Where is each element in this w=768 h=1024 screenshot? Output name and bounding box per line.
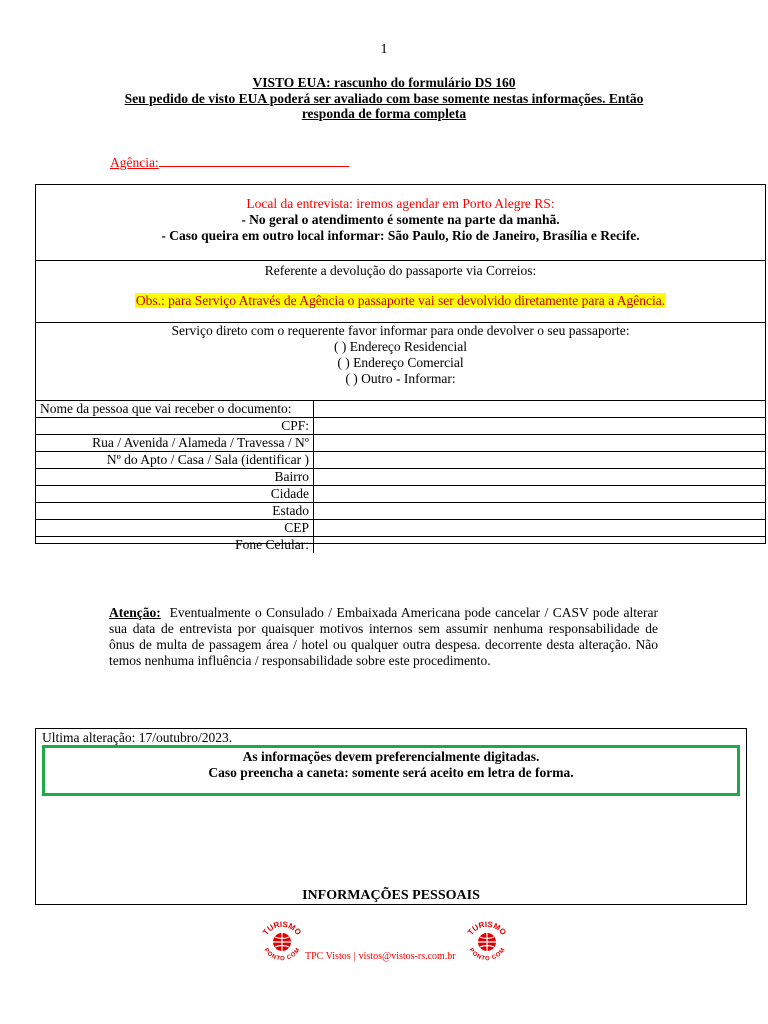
- field-input-cep[interactable]: [314, 520, 766, 537]
- attention-paragraph: [109, 605, 658, 669]
- passport-return-form: [35, 184, 766, 552]
- document-title: VISTO EUA: rascunho do formulário DS 160: [252, 75, 516, 90]
- interview-note-other-cities: - Caso queira em outro local informar: São Paulo, Rio de Janeiro, Brasília e Recife.: [161, 228, 640, 243]
- table-row: [36, 401, 765, 418]
- agency-field: [110, 153, 349, 171]
- field-label-cpf: CPF:: [36, 418, 314, 435]
- instruction-line-2: Caso preencha a caneta: somente será aceito em letra de forma.: [208, 765, 574, 780]
- address-fields-table: [36, 400, 765, 553]
- option-other[interactable]: ( ) Outro - Informar:: [345, 371, 456, 386]
- field-input-recipient[interactable]: [314, 401, 766, 418]
- field-label-city: Cidade: [36, 486, 314, 503]
- turismo-logo-icon: [460, 918, 514, 968]
- field-label-state: Estado: [36, 503, 314, 520]
- logo-text-bottom-right: PONTO COM: [467, 947, 507, 963]
- document-subtitle-line2: responda de forma completa: [301, 106, 467, 121]
- footer-brand: TPC Vistos: [305, 951, 351, 962]
- attention-text: Eventualmente o Consulado / Embaixada Americana pode cancelar / CASV pode alterar sua data de entrevista por quaisquer motivos internos sem assumir nenhuma responsabilidade de ônus de multa de passagem área / hotel ou qualquer outra despesa. decorrente desta alteração. Não temos nenhuma influência / responsabilidade sobre este procedimento.: [109, 605, 659, 668]
- agency-input-line[interactable]: [159, 153, 349, 167]
- field-input-neighborhood[interactable]: [314, 469, 766, 486]
- direct-intro: Serviço direto com o requerente favor informar para onde devolver o seu passaporte:: [171, 323, 630, 338]
- footer-email-link[interactable]: vistos@vistos-rs.com.br: [358, 951, 456, 962]
- field-label-neighborhood: Bairro: [36, 469, 314, 486]
- field-input-apartment[interactable]: [314, 452, 766, 469]
- table-row: [36, 469, 765, 486]
- field-input-cpf[interactable]: [314, 418, 766, 435]
- field-label-recipient: Nome da pessoa que vai receber o documento:: [36, 401, 314, 418]
- table-row: [36, 452, 765, 469]
- page-number: 1: [380, 42, 388, 57]
- personal-info-box: [35, 728, 747, 905]
- option-residential[interactable]: ( ) Endereço Residencial: [333, 339, 468, 354]
- instruction-line-1: As informações devem preferencialmente digitadas.: [242, 749, 540, 764]
- footer-contact: [305, 951, 456, 962]
- agency-label: Agência:: [110, 155, 159, 170]
- logo-text-top-right: TURISMO: [465, 919, 508, 937]
- table-row: [36, 435, 765, 452]
- instructions-box: [42, 745, 740, 796]
- direct-service-section: [36, 323, 765, 401]
- interview-note-morning: - No geral o atendimento é somente na parte da manhã.: [241, 212, 560, 227]
- interview-section: [36, 185, 765, 261]
- field-input-street[interactable]: [314, 435, 766, 452]
- document-subtitle-line1: Seu pedido de visto EUA poderá ser avaliado com base somente nestas informações. Então: [124, 90, 644, 106]
- field-input-phone[interactable]: [314, 537, 766, 554]
- field-input-state[interactable]: [314, 503, 766, 520]
- option-commercial[interactable]: ( ) Endereço Comercial: [337, 355, 464, 370]
- interview-location: Local da entrevista: iremos agendar em Porto Alegre RS:: [246, 196, 555, 211]
- field-label-street: Rua / Avenida / Alameda / Travessa / Nº: [36, 435, 314, 452]
- footer-separator: |: [353, 951, 356, 962]
- table-row: [36, 537, 765, 554]
- return-heading: Referente a devolução do passaporte via Correios:: [264, 263, 537, 278]
- turismo-logo-icon: [255, 918, 309, 968]
- field-input-city[interactable]: [314, 486, 766, 503]
- document-header: [60, 75, 708, 122]
- return-section: [36, 261, 765, 323]
- attention-label: Atenção:: [109, 605, 161, 620]
- field-label-cep: CEP: [36, 520, 314, 537]
- last-change-date: Ultima alteração: 17/outubro/2023.: [42, 730, 233, 745]
- logo-text-top-left: TURISMO: [260, 919, 303, 937]
- table-row: [36, 486, 765, 503]
- field-label-phone: Fone Celular:: [36, 537, 314, 554]
- field-label-apartment: Nº do Apto / Casa / Sala (identificar ): [36, 452, 314, 469]
- table-row: [36, 503, 765, 520]
- return-obs-highlight: Obs.: para Serviço Através de Agência o passaporte vai ser devolvido diretamente para a Agência.: [135, 293, 666, 308]
- logo-text-bottom-left: PONTO COM: [262, 947, 302, 963]
- section-title-personal-info: INFORMAÇÕES PESSOAIS: [302, 888, 480, 903]
- table-row: [36, 520, 765, 537]
- table-row: [36, 418, 765, 435]
